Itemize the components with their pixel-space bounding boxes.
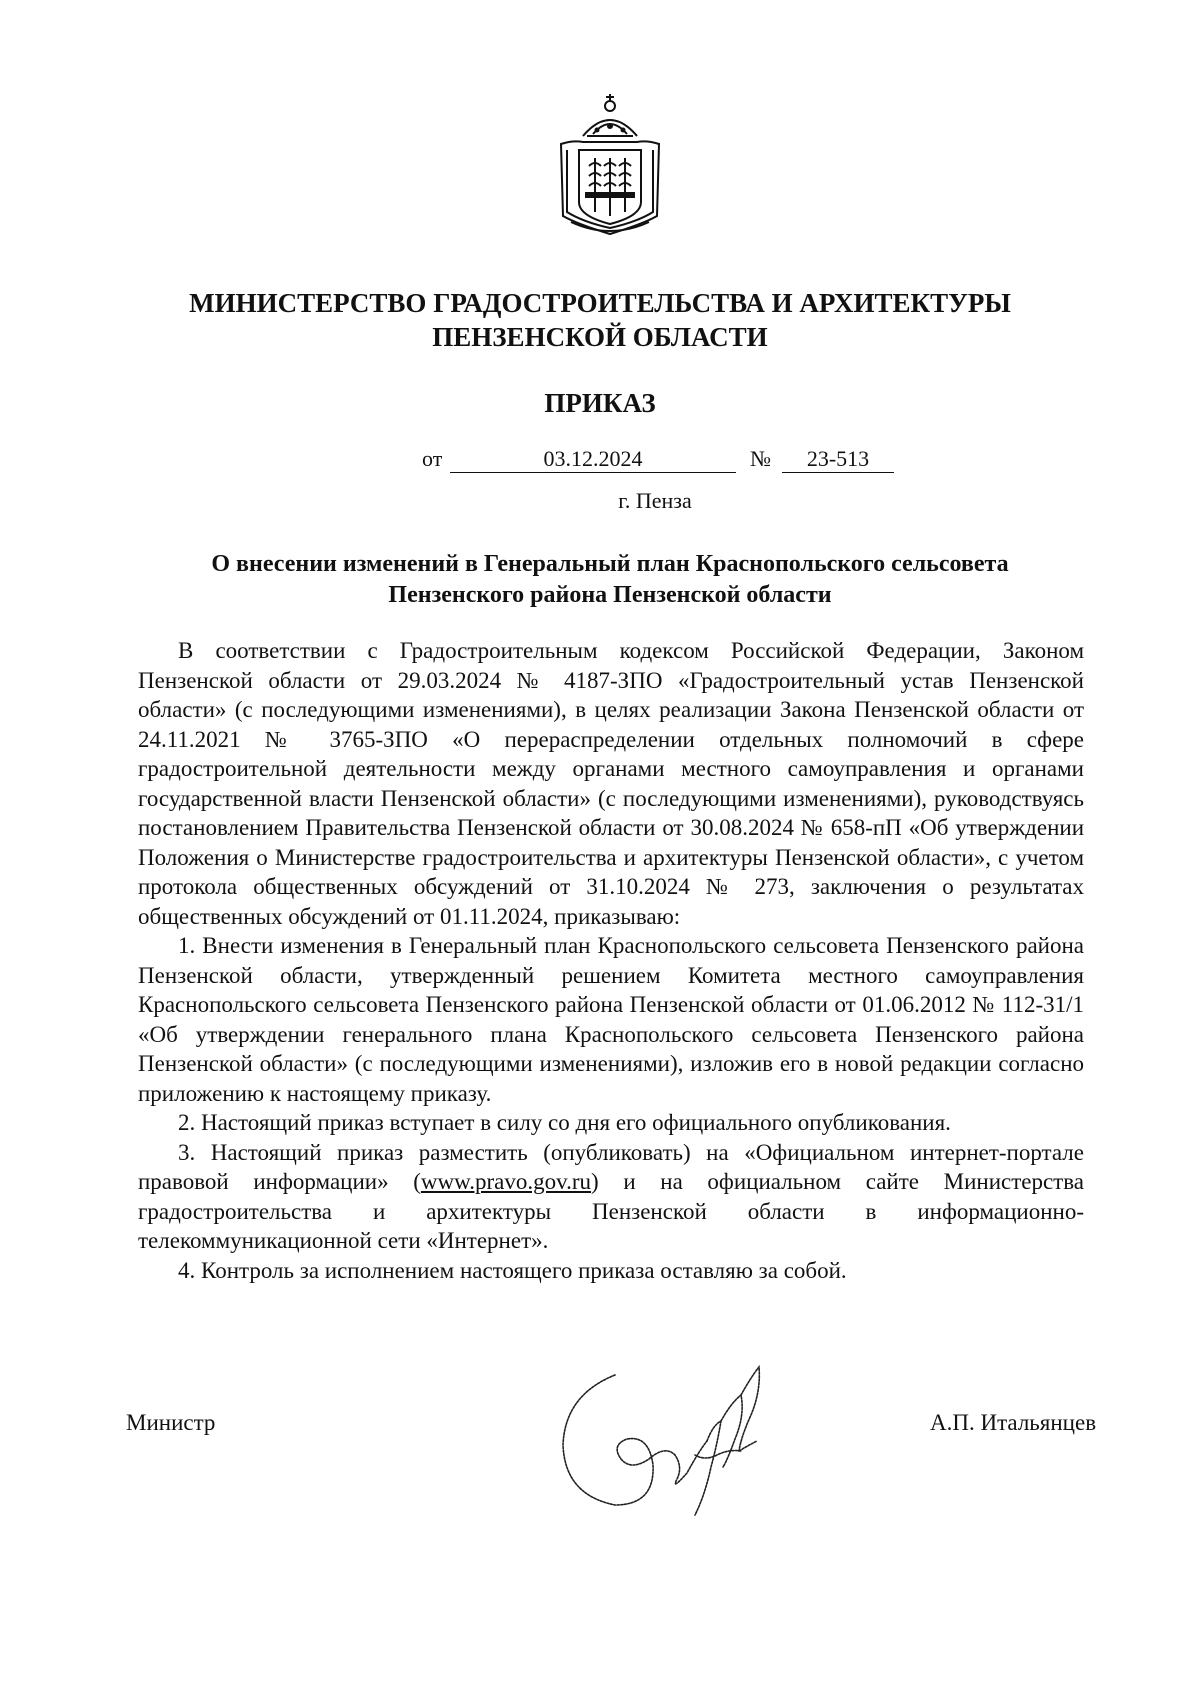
date-label: от [422,446,443,471]
coat-of-arms-icon [553,84,667,240]
document-date: 03.12.2024 [450,446,736,473]
document-body [138,636,1084,1285]
order-item-4: 4. Контроль за исполнением настоящего приказа оставляю за собой. [178,1257,847,1283]
document-subject [140,549,1080,611]
order-item-1: 1. Внести изменения в Генеральный план Краснопольского сельсовета Пензенского района Пензенской области, утвержденный решением Комитета местного самоуправления Краснопольского сельсовета Пензенского района Пензенской области от 01.06.2012 № 112-31/1 «Об утверждении генерального плана Краснопольского сельсовета Пензенского района Пензенской области» (с последующими изменениями), изложив его в новой редакции согласно приложению к настоящему приказу. [138,933,1084,1106]
order-item-3-part1: 3. Настоящий приказ разместить (опубликовать) на «Официальном интернет-портале правовой информации» ( [138,1139,1084,1194]
date-number-row [0,442,1200,476]
handwritten-signature-icon [545,1355,785,1520]
document-type: ПРИКАЗ [544,388,656,418]
subject-line2: Пензенского района Пензенской области [388,582,832,608]
signatory-name: А.П. Итальянцев [930,1410,1097,1435]
order-item-3 [138,1138,1084,1256]
order-item-2: 2. Настоящий приказ вступает в силу со дня его официального опубликования. [178,1110,951,1135]
city-label: г. Пенза [618,488,692,513]
preamble-paragraph: В соответствии с Градостроительным кодексом Российской Федерации, Законом Пензенской области от 29.03.2024 № 4187-ЗПО «Градостроительный устав Пензенской области» (с последующими изменениями), в целях реализации Закона Пензенской области от 24.11.2021 № 3765-ЗПО «О перераспределении отдельных полномочий в сфере градостроительной деятельности между органами местного самоуправления и органами государственной власти Пензенской области» (с последующими изменениями), руководствуясь постановлением Правительства Пензенской области от 30.08.2024 № 658-пП «Об утверждении Положения о Министерстве градостроительства и архитектуры Пензенской области», с учетом протокола общественных обсуждений от 31.10.2024 № 273, заключения о результатах общественных обсуждений от 01.11.2024, приказываю: [138,638,1084,929]
number-label: № [750,446,771,471]
signatory-role: Министр [126,1410,216,1435]
pravo-gov-link[interactable]: www.pravo.gov.ru [420,1169,592,1194]
subject-line1: О внесении изменений в Генеральный план Краснопольского сельсовета [211,551,1009,577]
organization-title [120,286,1080,354]
document-number: 23-513 [782,446,894,473]
organization-title-line1: МИНИСТЕРСТВО ГРАДОСТРОИТЕЛЬСТВА И АРХИТЕКТУРЫ [189,288,1011,318]
organization-title-line2: ПЕНЗЕНСКОЙ ОБЛАСТИ [432,322,768,352]
order-item-3-part2: ) и на официальном сайте Министерства градостроительства и архитектуры Пензенской области в информационно-телекоммуникационной сети «Интернет». [138,1169,1084,1253]
